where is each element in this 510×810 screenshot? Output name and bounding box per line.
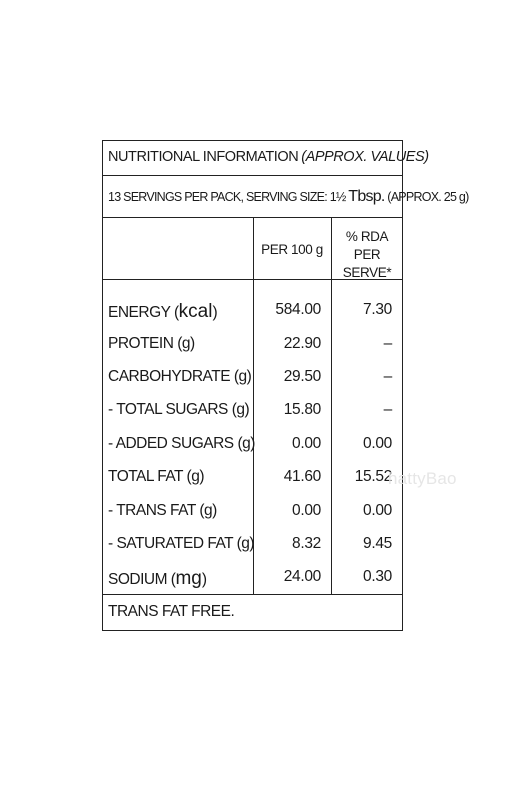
header-divider	[103, 279, 402, 280]
nutrient-label: SODIUM (mg)	[108, 568, 207, 589]
nutrient-rda: –	[383, 401, 392, 418]
column-header-per100: PER 100 g	[261, 242, 323, 257]
title-sub: (APPROX. VALUES)	[301, 149, 429, 165]
nutrient-per100: 15.80	[283, 401, 321, 418]
serving-suffix: (APPROX. 25 g)	[384, 190, 469, 204]
nutrient-label: - TOTAL SUGARS (g)	[108, 401, 250, 418]
nutrient-row-total-fat	[103, 462, 402, 495]
footer-note: TRANS FAT FREE.	[108, 603, 235, 620]
nutrient-label: - TRANS FAT (g)	[108, 502, 217, 519]
title-main: NUTRITIONAL INFORMATION	[108, 149, 299, 165]
nutrient-label: - SATURATED FAT (g)	[108, 535, 255, 552]
nutrient-label: ENERGY (kcal)	[108, 301, 218, 322]
column-header-row	[103, 218, 402, 279]
footer-row	[103, 594, 402, 630]
nutrient-rda: 7.30	[363, 301, 392, 318]
nutrient-rda: 0.30	[363, 568, 392, 585]
nutrient-label: PROTEIN (g)	[108, 335, 195, 352]
nutrient-rda: –	[383, 368, 392, 385]
serving-info	[108, 188, 469, 206]
nutrient-rda: 15.52	[354, 468, 392, 485]
nutrient-label: TOTAL FAT (g)	[108, 468, 204, 485]
nutrient-per100: 29.50	[283, 368, 321, 385]
nutrient-row-sodium	[103, 562, 402, 595]
rda-header-line1: % RDA	[345, 229, 389, 244]
nutrient-row-added-sugars	[103, 429, 402, 462]
nutrient-per100: 0.00	[292, 502, 321, 519]
nutrient-row-total-sugars	[103, 395, 402, 428]
nutrient-row-saturated-fat	[103, 529, 402, 562]
nutrient-per100: 24.00	[283, 568, 321, 585]
nutrient-per100: 8.32	[292, 535, 321, 552]
nutrient-rda: –	[383, 335, 392, 352]
nutrient-per100: 41.60	[283, 468, 321, 485]
serving-unit: Tbsp.	[348, 188, 385, 205]
column-header-rda	[331, 228, 403, 282]
nutrient-row-protein	[103, 329, 402, 362]
nutrient-per100: 584.00	[275, 301, 321, 318]
watermark: hattyBao	[388, 469, 457, 488]
nutrient-label: - ADDED SUGARS (g)	[108, 435, 255, 452]
nutrient-row-energy	[103, 295, 402, 328]
serving-prefix: 13 SERVINGS PER PACK, SERVING SIZE: 1½	[108, 190, 349, 204]
rda-header-line2: PER SERVE*	[342, 247, 392, 280]
nutrient-rda: 0.00	[363, 502, 392, 519]
nutrient-label: CARBOHYDRATE (g)	[108, 368, 252, 385]
nutrient-row-carbohydrate	[103, 362, 402, 395]
nutrient-row-trans-fat	[103, 496, 402, 529]
serving-info-row	[103, 176, 469, 218]
nutrient-per100: 0.00	[292, 435, 321, 452]
nutrient-rda: 9.45	[363, 535, 392, 552]
nutrient-per100: 22.90	[283, 335, 321, 352]
table-title	[108, 149, 429, 165]
nutrient-rda: 0.00	[363, 435, 392, 452]
table-title-row	[103, 141, 429, 176]
